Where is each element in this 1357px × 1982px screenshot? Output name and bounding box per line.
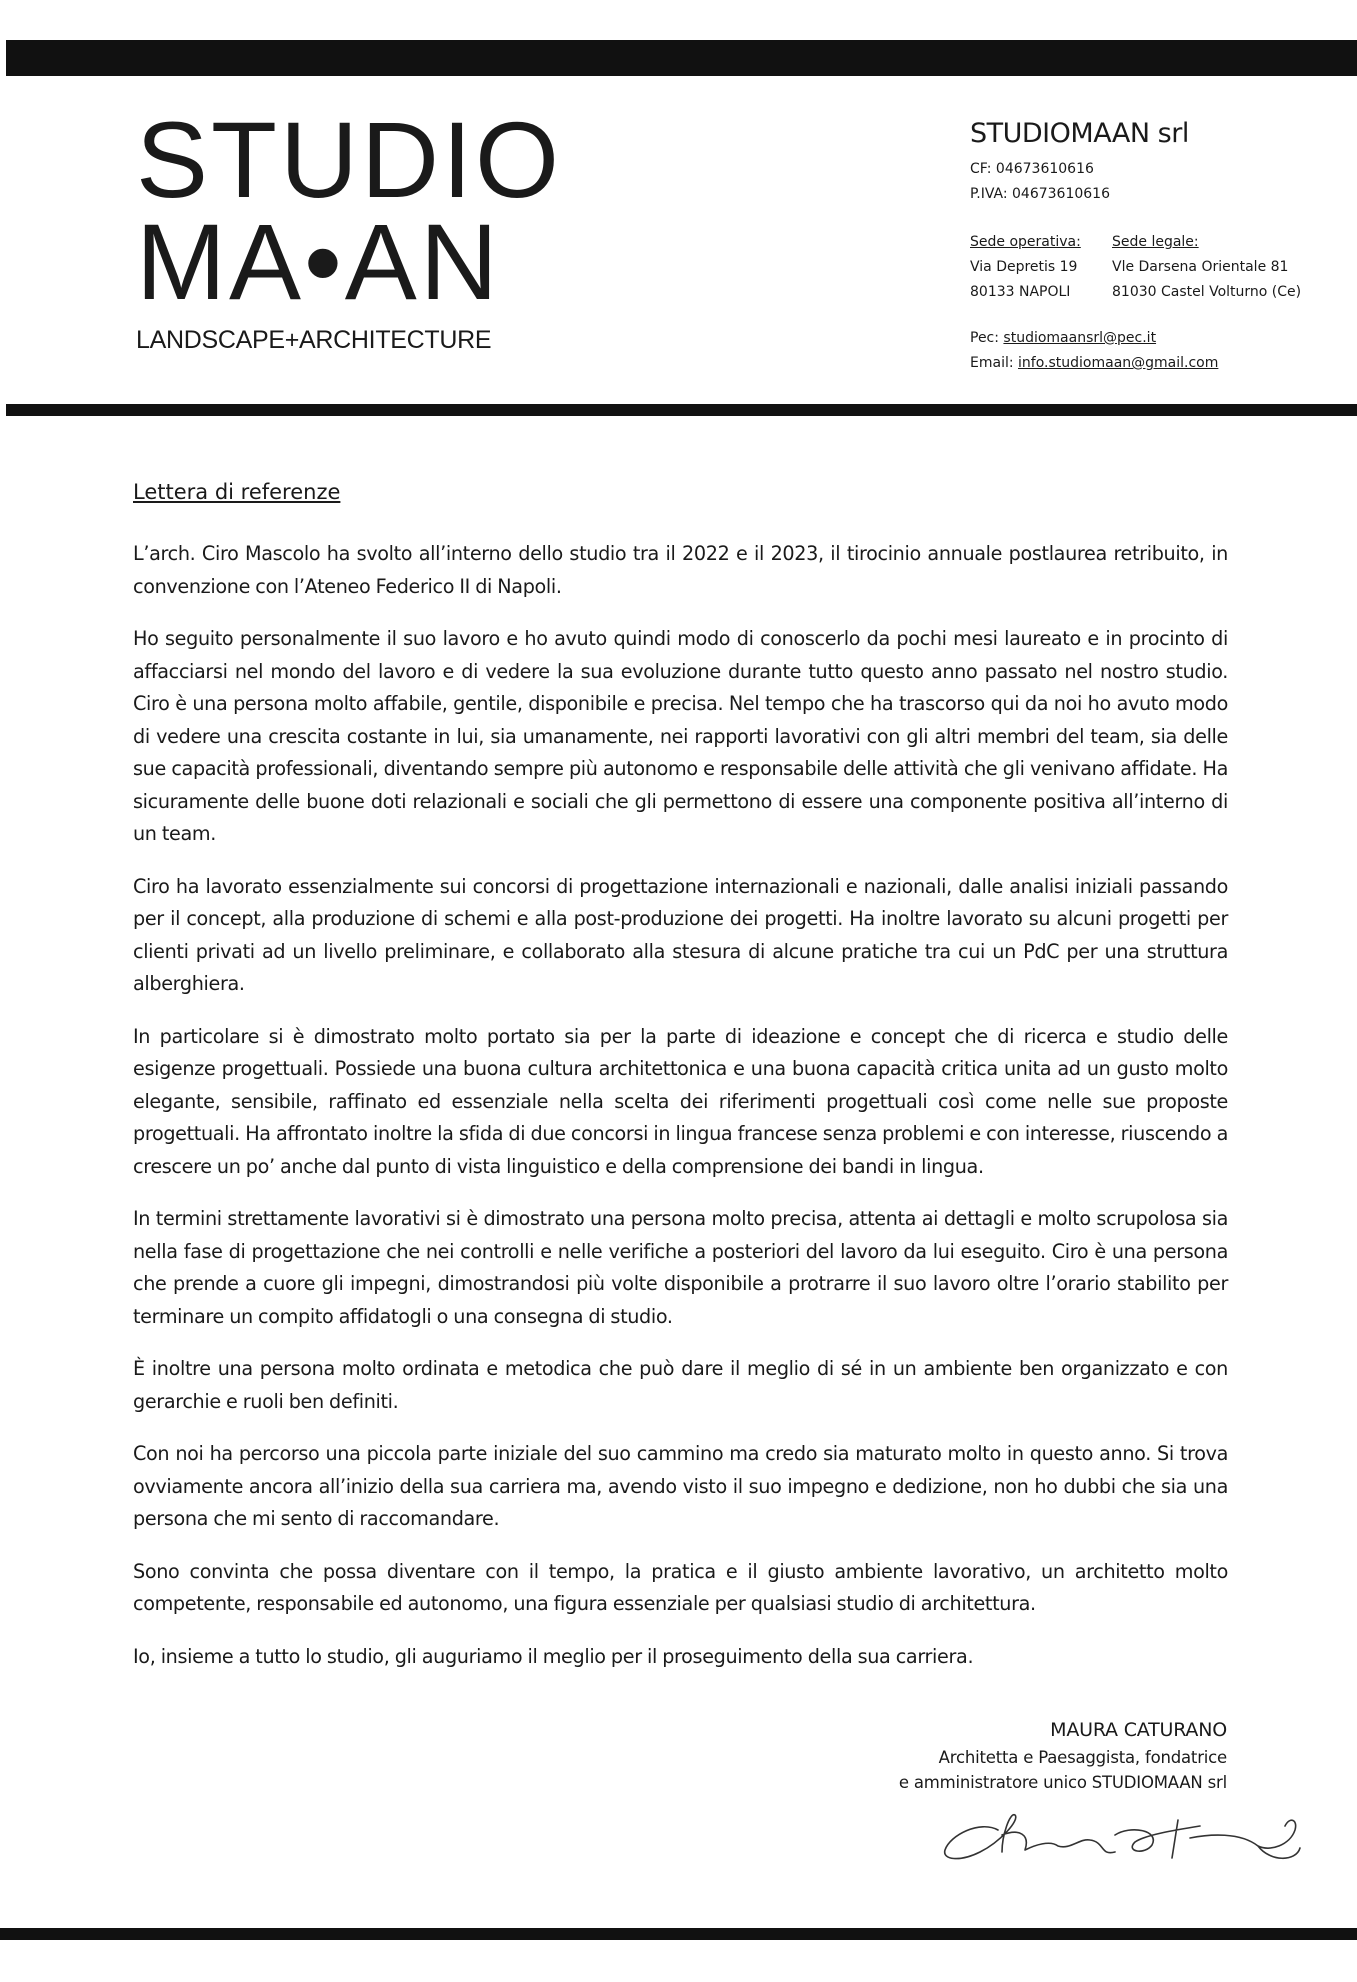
pec-line — [970, 326, 1218, 351]
company-info — [970, 118, 1340, 207]
sede-operativa — [970, 230, 1081, 305]
email-label: Email: — [970, 355, 1019, 371]
sede-operativa-city: 80133 NAPOLI — [970, 284, 1071, 300]
handwritten-signature — [940, 1790, 1310, 1870]
pec-link[interactable]: studiomaansrl@pec.it — [1003, 330, 1157, 346]
footer-bar — [0, 1928, 1357, 1940]
letter-paragraph: In termini strettamente lavorativi si è dimostrato una persona molto precisa, attenta ai dettagli e molto scrupolosa sia nella fase di progettazione che nei controlli e nelle verifiche a posteriori del lavoro da lui eseguito. Ciro è una persona che prende a cuore gli impegni, dimostrandosi più volte disponibile a protrarre il suo lavoro oltre l’orario stabilito per terminare un compito affidatogli o una consegna di studio. — [133, 1207, 1228, 1328]
company-contacts — [970, 326, 1218, 376]
header-divider-bar — [6, 404, 1357, 416]
letter-paragraph: È inoltre una persona molto ordinata e metodica che può dare il meglio di sé in un ambiente ben organizzato e con gerarchie e ruoli ben definiti. — [133, 1357, 1228, 1413]
letter-paragraph: Sono convinta che possa diventare con il tempo, la pratica e il giusto ambiente lavorativo, un architetto molto competente, responsabile ed autonomo, una figura essenziale per qualsiasi studio di architettura. — [133, 1559, 1228, 1615]
sede-operativa-street: Via Depretis 19 — [970, 259, 1078, 275]
sede-legale-city: 81030 Castel Volturno (Ce) — [1112, 284, 1302, 300]
signer-role-line2: e amministratore unico STUDIOMAAN srl — [898, 1773, 1227, 1792]
sede-legale — [1112, 230, 1301, 305]
signature-block — [899, 1718, 1227, 1795]
logo-line-maan: MA•AN — [136, 201, 501, 322]
studio-logo — [136, 99, 563, 355]
letter-paragraph: Ho seguito personalmente il suo lavoro e ho avuto quindi modo di conoscerlo da pochi mesi laureato e in procinto di affacciarsi nel mondo del lavoro e di vedere la sua evoluzione durante tutto questo anno passato nel nostro studio. Ciro è una persona molto affabile, gentile, disponibile e precisa. Nel tempo che ha trascorso qui da noi ho avuto modo di vedere una crescita costante in lui, sia umanamente, nei rapporti lavorativi con gli altri membri del team, sia delle sue capacità professionali, diventando sempre più autonomo e responsabile delle attività che gli venivano affidate. Ha sicuramente delle buone doti relazionali e sociali che gli permettono di essere una componente positiva all’interno di un team. — [133, 627, 1228, 845]
pec-label: Pec: — [970, 330, 1004, 346]
sede-legale-label: Sede legale: — [1112, 234, 1199, 250]
letter-title: Lettera di referenze — [133, 480, 341, 504]
letter-paragraph: Io, insieme a tutto lo studio, gli auguriamo il meglio per il proseguimento della sua carriera. — [133, 1644, 974, 1668]
signer-role-line1: Architetta e Paesaggista, fondatrice — [938, 1748, 1227, 1767]
company-piva: P.IVA: 04673610616 — [970, 186, 1110, 202]
letter-paragraph: L’arch. Ciro Mascolo ha svolto all’interno dello studio tra il 2022 e il 2023, il tirocinio annuale postlaurea retribuito, in convenzione con l’Ateneo Federico II di Napoli. — [133, 542, 1228, 598]
company-ids — [970, 157, 1340, 207]
letter-paragraph: Con noi ha percorso una piccola parte iniziale del suo cammino ma credo sia maturato molto in questo anno. Si trova ovviamente ancora all’inizio della sua carriera ma, avendo visto il suo impegno e dedizione, non ho dubbi che sia una persona che mi sento di raccomandare. — [133, 1442, 1228, 1530]
logo-tagline: LANDSCAPE+ARCHITECTURE — [136, 326, 492, 354]
letter-paragraph: Ciro ha lavorato essenzialmente sui concorsi di progettazione internazionali e nazionali, dalle analisi iniziali passando per il concept, alla produzione di schemi e alla post-produzione dei progetti. Ha inoltre lavorato su alcuni progetti per clienti privati ad un livello preliminare, e collaborato alla stesura di alcune pratiche tra cui un PdC per una struttura alberghiera. — [133, 874, 1228, 995]
sede-legale-street: Vle Darsena Orientale 81 — [1112, 259, 1289, 275]
company-name: STUDIOMAAN srl — [970, 118, 1189, 149]
logo-line-studio: STUDIO — [136, 99, 563, 220]
email-line — [970, 351, 1218, 376]
letter-paragraph: In particolare si è dimostrato molto portato sia per la parte di ideazione e concept che di ricerca e studio delle esigenze progettuali. Possiede una buona cultura architettonica e una buona capacità critica unita ad un gusto molto elegante, sensibile, raffinato ed essenziale nella scelta dei riferimenti progettuali così come nelle sue proposte progettuali. Ha affrontato inoltre la sfida di due concorsi in lingua francese senza problemi e con interesse, riuscendo a crescere un po’ anche dal punto di vista linguistico e della comprensione dei bandi in lingua. — [133, 1024, 1228, 1178]
company-cf: CF: 04673610616 — [970, 161, 1094, 177]
email-link[interactable]: info.studiomaan@gmail.com — [1018, 355, 1219, 371]
header-top-bar — [6, 40, 1357, 76]
signer-name: MAURA CATURANO — [1050, 1719, 1227, 1741]
letter-body — [133, 480, 1228, 1693]
sede-operativa-label: Sede operativa: — [970, 234, 1081, 250]
